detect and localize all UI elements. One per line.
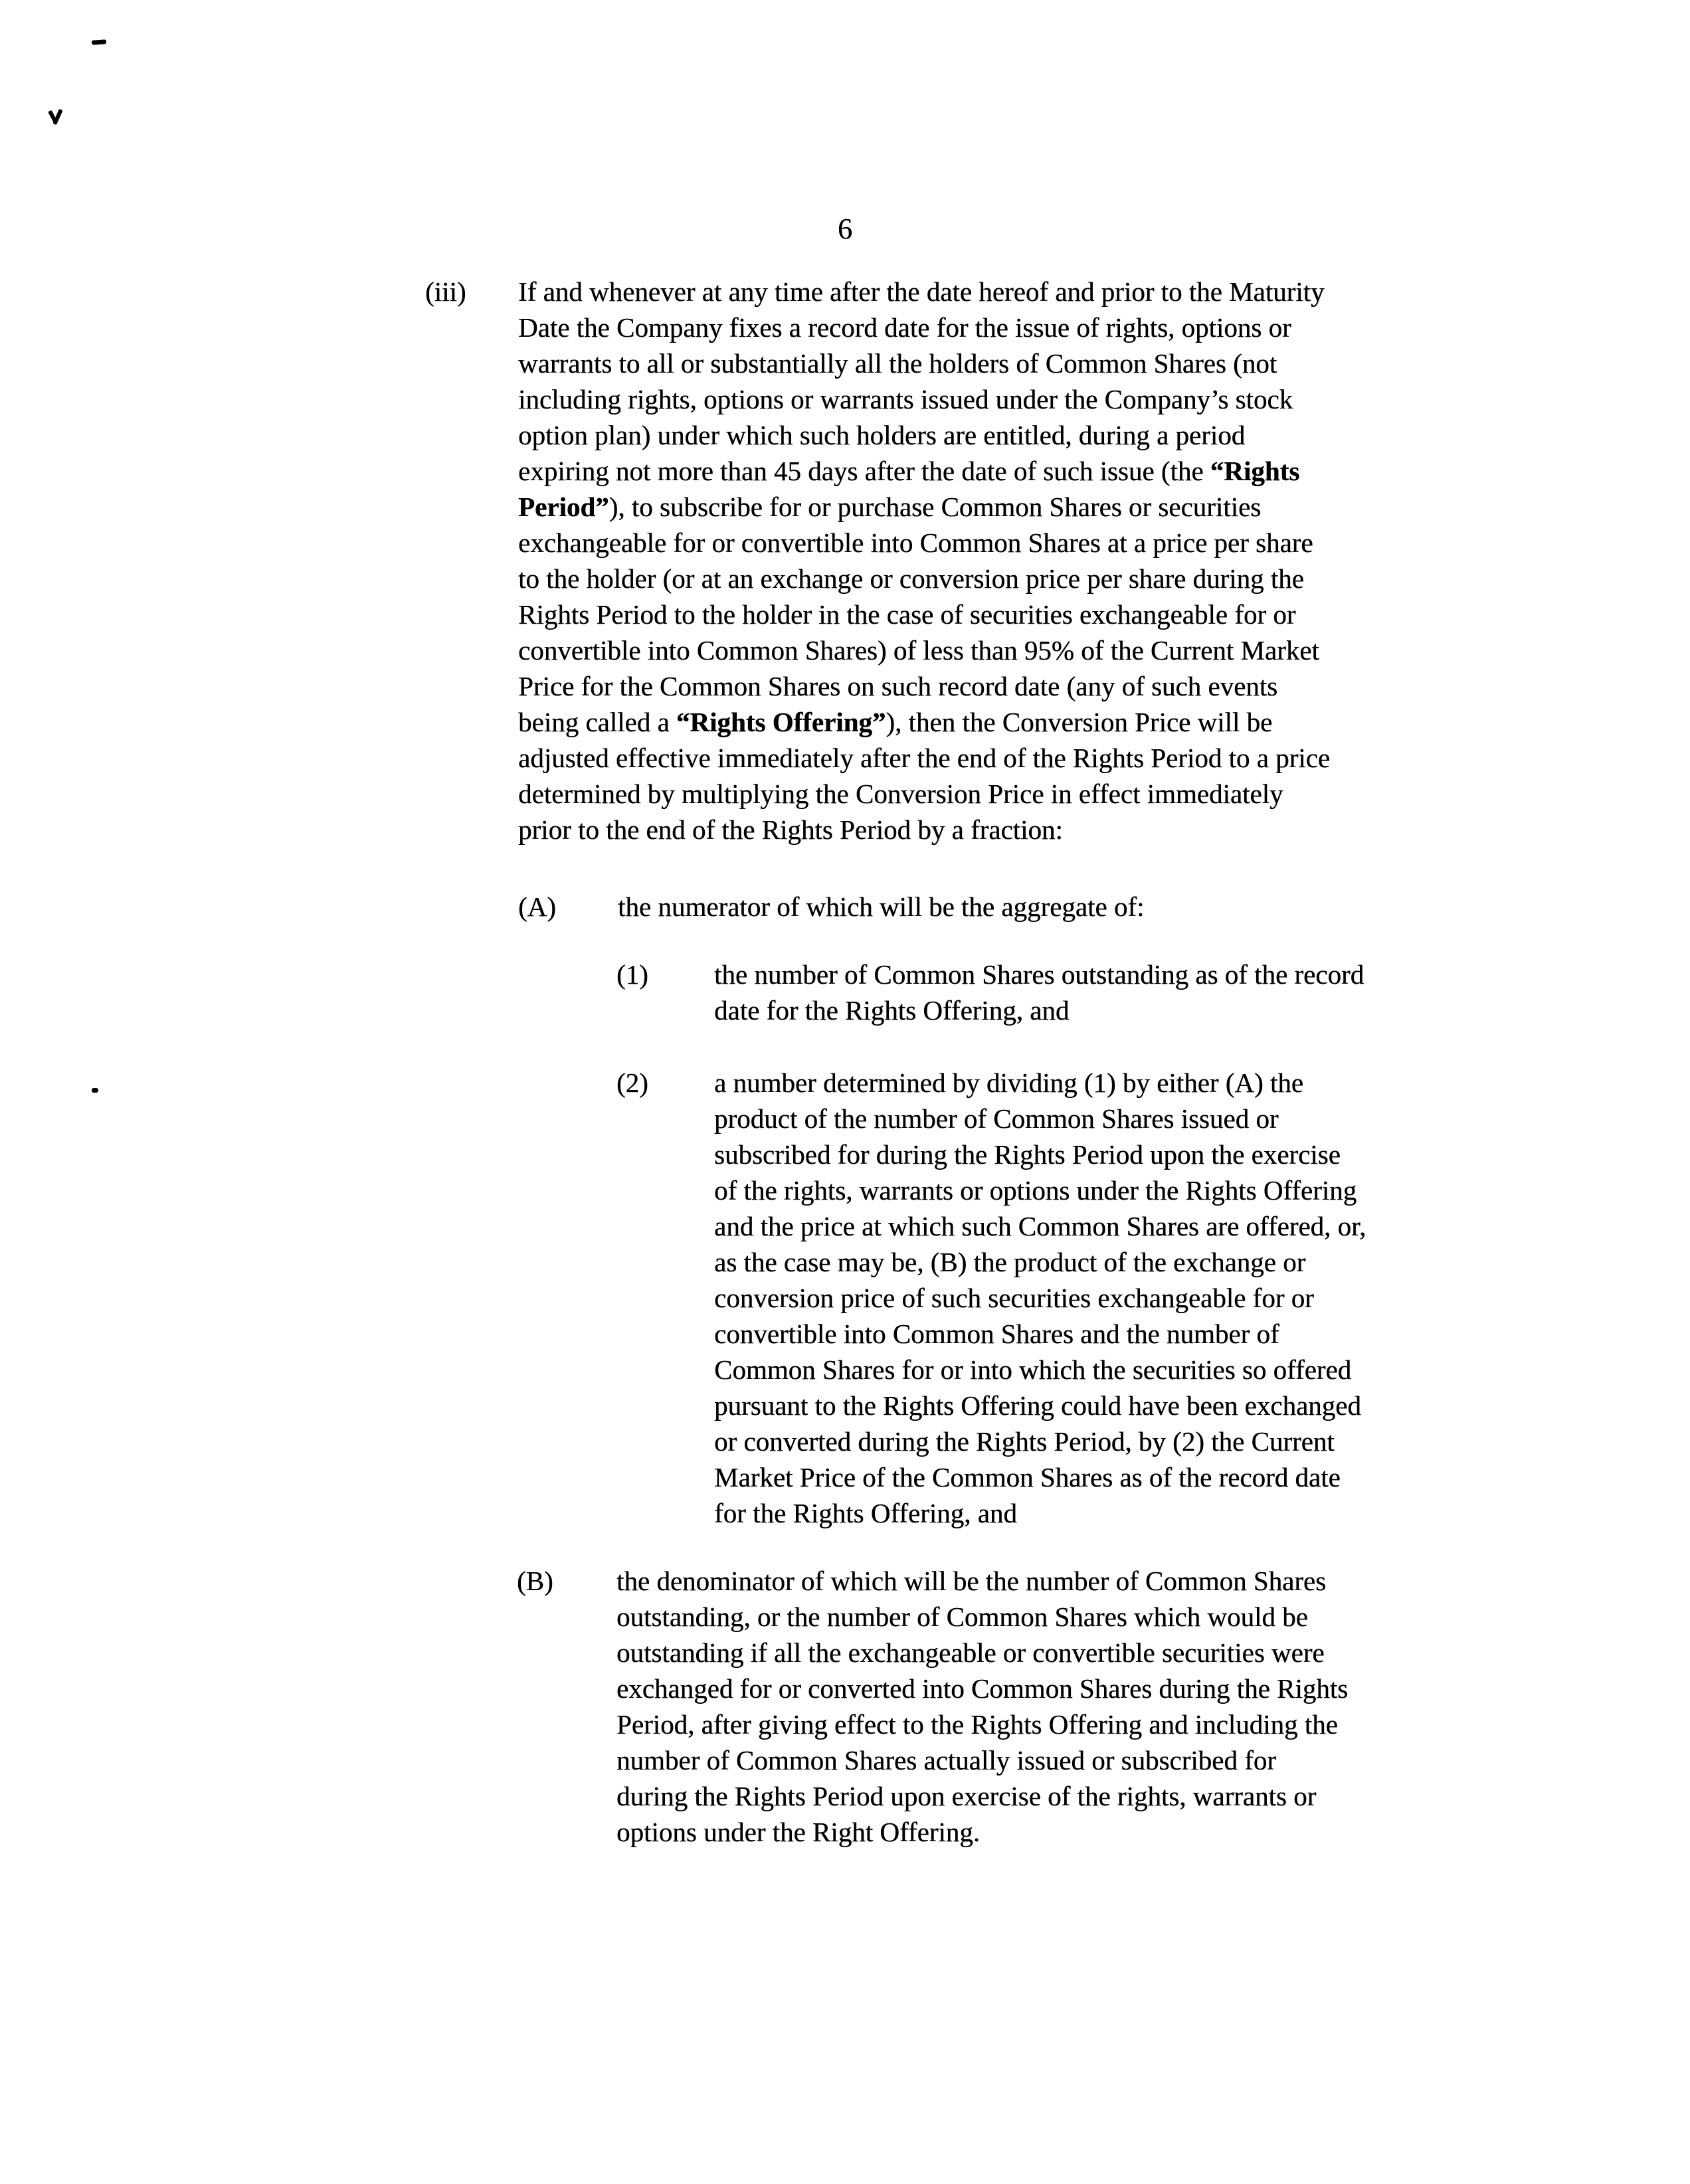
text-line: Market Price of the Common Shares as of the record date xyxy=(714,1462,1341,1493)
text-line: Period”), to subscribe for or purchase Common Shares or securities xyxy=(518,492,1262,522)
text-line: convertible into Common Shares and the number of xyxy=(714,1319,1279,1349)
clause-2-body xyxy=(714,1065,1366,1531)
text-line: option plan) under which such holders are entitled, during a period xyxy=(518,420,1246,450)
text-line: including rights, options or warrants issued under the Company’s stock xyxy=(518,384,1293,414)
text-line: product of the number of Common Shares issued or xyxy=(714,1103,1279,1134)
text-line: pursuant to the Rights Offering could have been exchanged xyxy=(714,1390,1361,1421)
ink-speck-checkmark xyxy=(49,109,69,126)
clause-2-label: (2) xyxy=(616,1067,648,1098)
text-line: the number of Common Shares outstanding as of the record xyxy=(714,959,1364,990)
ink-speck-dot xyxy=(92,1088,98,1093)
clause-iii-label: (iii) xyxy=(425,276,466,307)
text-line: Common Shares for or into which the securities so offered xyxy=(714,1354,1352,1385)
text-line: options under the Right Offering. xyxy=(616,1817,980,1847)
clause-A-label: (A) xyxy=(518,891,556,922)
clause-iii-body xyxy=(518,274,1330,848)
text-line: date for the Rights Offering, and xyxy=(714,995,1070,1026)
ink-speck-dash xyxy=(92,39,106,45)
text-line: prior to the end of the Rights Period by a fraction: xyxy=(518,814,1063,845)
text-line: outstanding if all the exchangeable or convertible securities were xyxy=(616,1637,1325,1668)
text-line: during the Rights Period upon exercise of the rights, warrants or xyxy=(616,1781,1317,1811)
text-line: Price for the Common Shares on such record date (any of such events xyxy=(518,671,1278,701)
text-line: or converted during the Rights Period, by (2) the Current xyxy=(714,1426,1335,1457)
clause-1-label: (1) xyxy=(616,959,648,990)
text-line: Period, after giving effect to the Rights Offering and including the xyxy=(616,1709,1338,1740)
text-line: expiring not more than 45 days after the date of such issue (the “Rights xyxy=(518,456,1300,486)
text-line: to the holder (or at an exchange or conversion price per share during the xyxy=(518,563,1304,594)
defined-term-rights-period: Period” xyxy=(518,492,609,522)
text-line: being called a “Rights Offering”), then the Conversion Price will be xyxy=(518,707,1273,737)
text-line: exchanged for or converted into Common Shares during the Rights xyxy=(616,1673,1349,1704)
defined-term-rights-offering: “Rights Offering” xyxy=(676,707,886,737)
text-line: and the price at which such Common Shares are offered, or, xyxy=(714,1211,1366,1241)
text-line: subscribed for during the Rights Period upon the exercise xyxy=(714,1139,1341,1170)
text-line: If and whenever at any time after the date hereof and prior to the Maturity xyxy=(518,276,1325,307)
text-line: of the rights, warrants or options under the Rights Offering xyxy=(714,1175,1357,1206)
page-number: 6 xyxy=(838,213,852,245)
text-line: the denominator of which will be the number of Common Shares xyxy=(616,1566,1327,1596)
text-line: exchangeable for or convertible into Common Shares at a price per share xyxy=(518,527,1313,558)
text-line: outstanding, or the number of Common Shares which would be xyxy=(616,1601,1308,1632)
text-line: conversion price of such securities exchangeable for or xyxy=(714,1283,1314,1313)
text-line: determined by multiplying the Conversion Price in effect immediately xyxy=(518,778,1283,809)
text-line: convertible into Common Shares) of less than 95% of the Current Market xyxy=(518,635,1319,666)
text-line: number of Common Shares actually issued or subscribed for xyxy=(616,1745,1276,1775)
text-line: for the Rights Offering, and xyxy=(714,1498,1017,1528)
text-line: Date the Company fixes a record date for the issue of rights, options or xyxy=(518,312,1291,343)
text-line: a number determined by dividing (1) by either (A) the xyxy=(714,1067,1303,1098)
clause-B-body xyxy=(616,1563,1348,1850)
clause-B-label: (B) xyxy=(517,1566,553,1596)
text-line: Rights Period to the holder in the case of securities exchangeable for or xyxy=(518,599,1296,630)
text-line: the numerator of which will be the aggregate of: xyxy=(618,891,1145,922)
defined-term-rights-period: “Rights xyxy=(1210,456,1300,486)
clause-A-body xyxy=(618,889,1144,925)
clause-1-body xyxy=(714,956,1364,1028)
text-line: adjusted effective immediately after the end of the Rights Period to a price xyxy=(518,743,1330,773)
text-line: as the case may be, (B) the product of the exchange or xyxy=(714,1247,1306,1277)
text-line: warrants to all or substantially all the holders of Common Shares (not xyxy=(518,348,1277,379)
